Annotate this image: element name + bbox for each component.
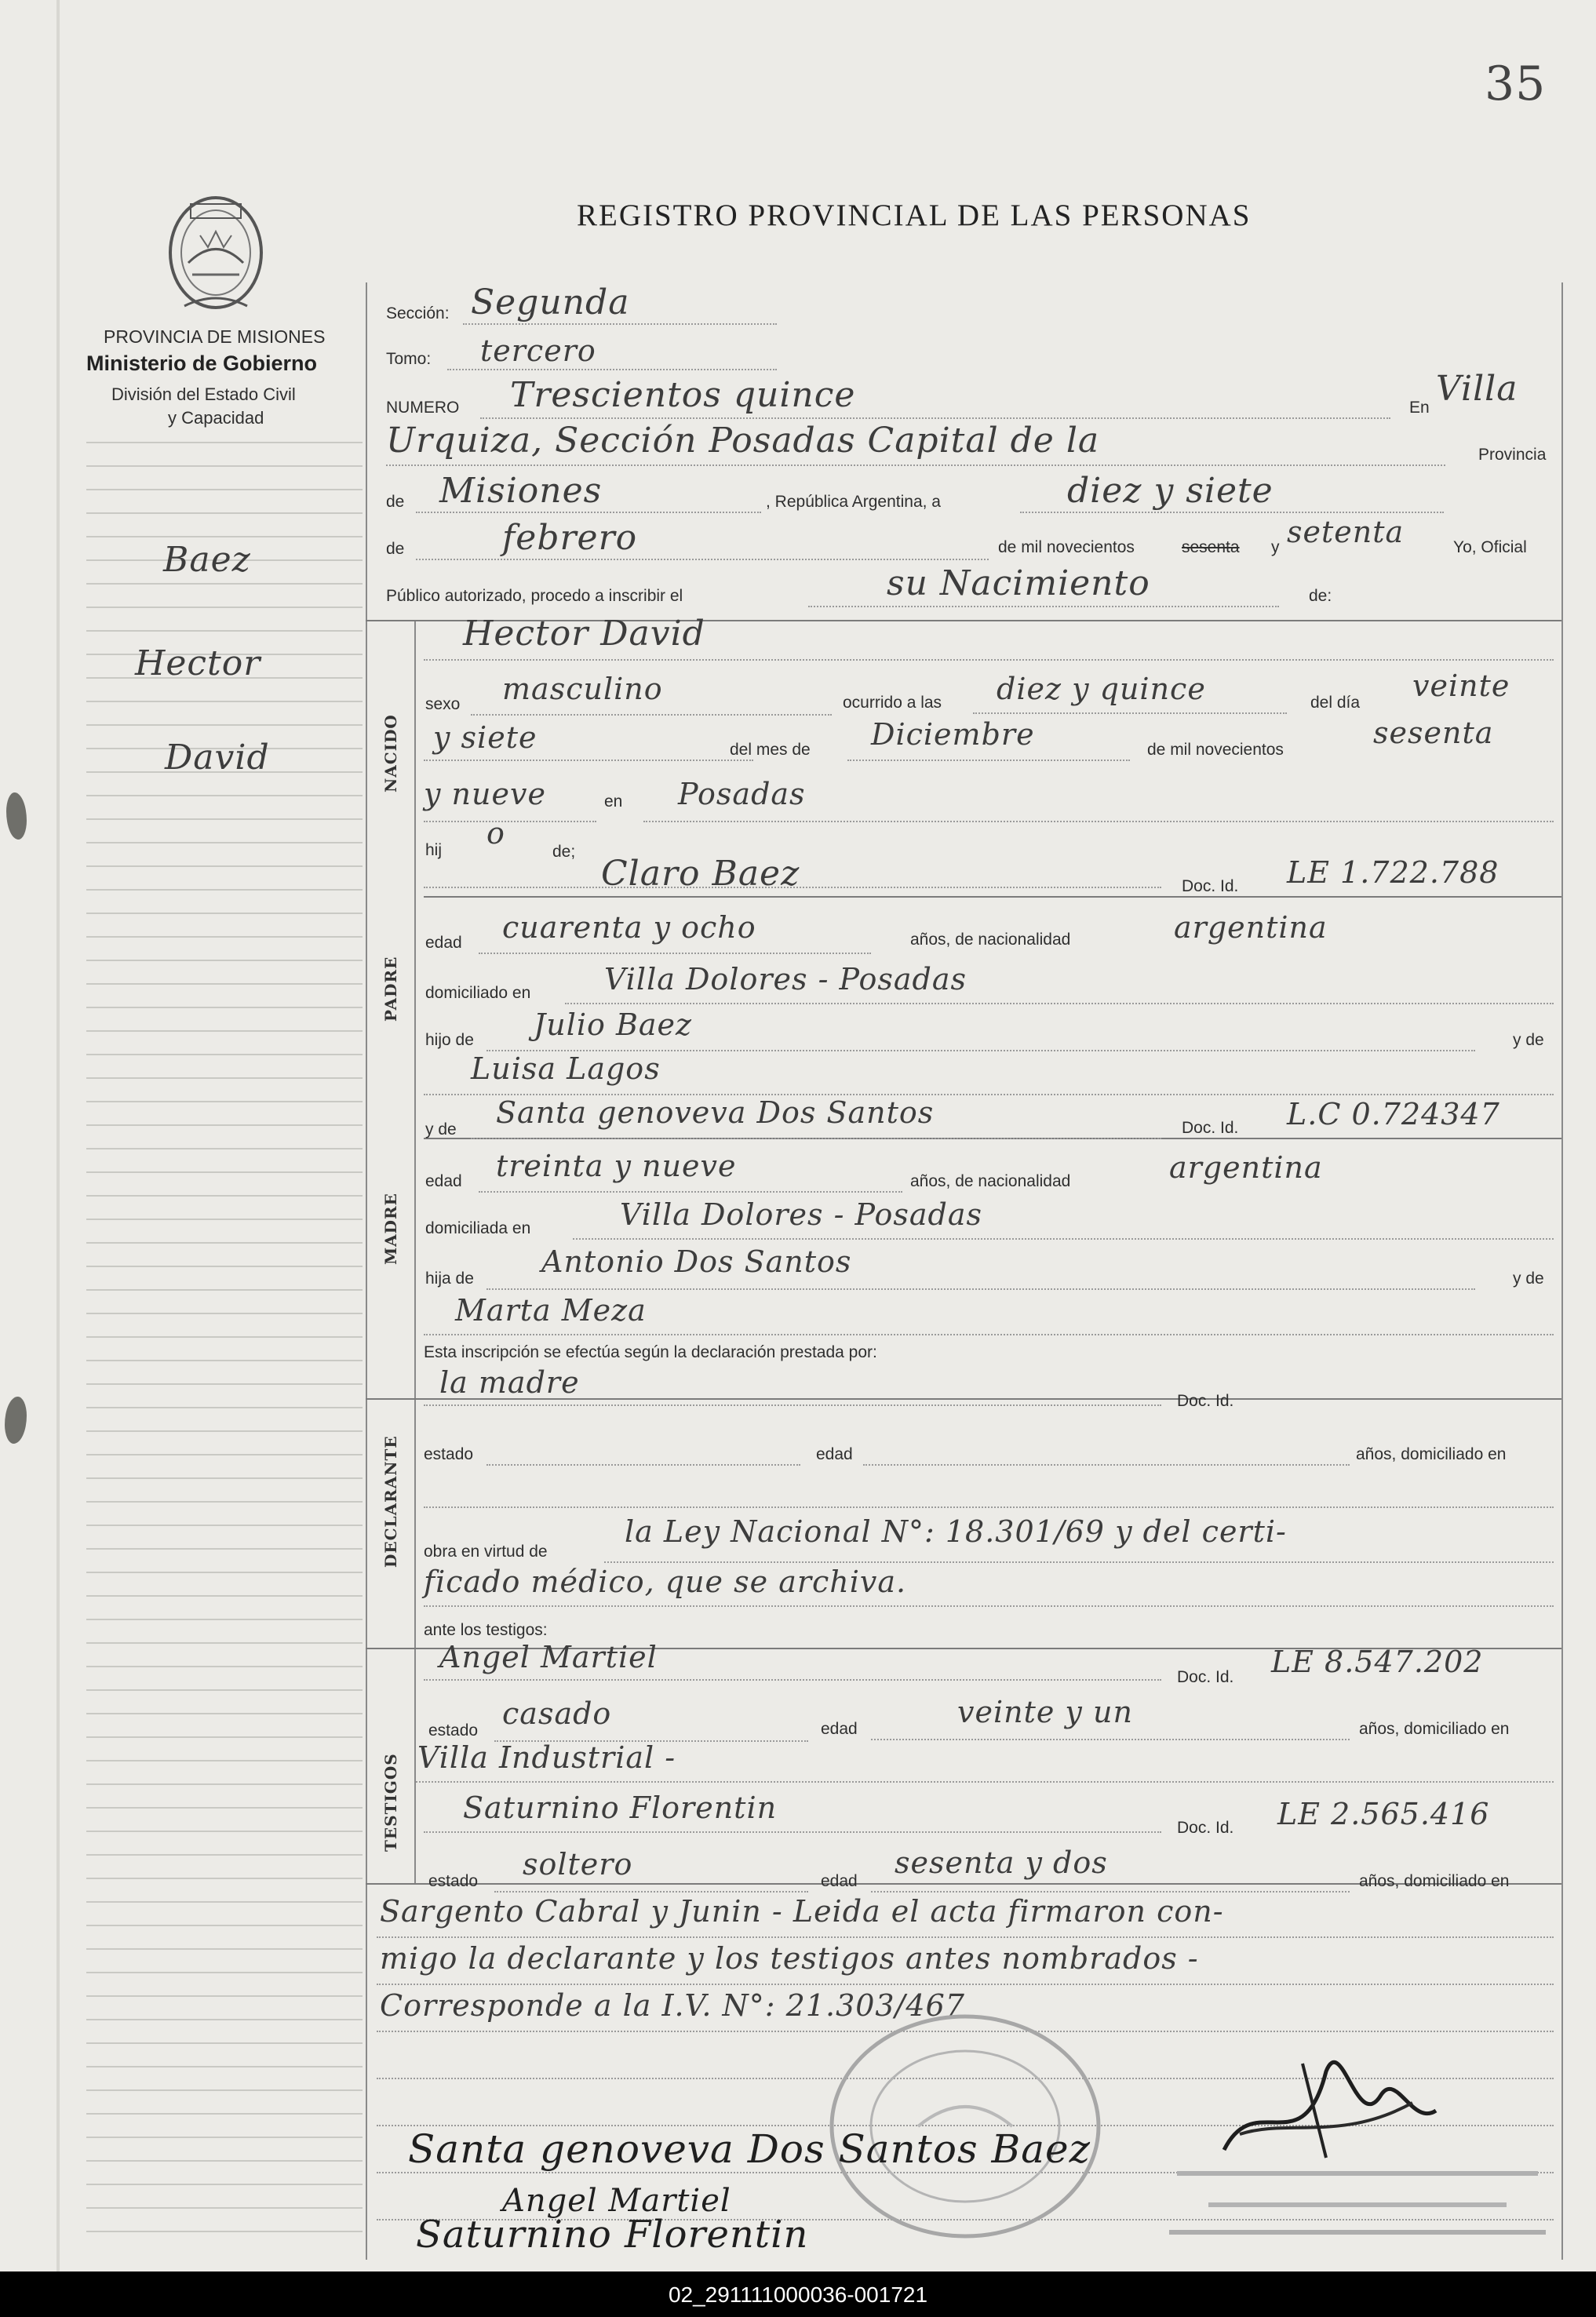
label-estado-declarante: estado — [424, 1445, 474, 1463]
value-testigo1-estado: casado — [502, 1696, 612, 1731]
value-madre-edad: treinta y nueve — [496, 1149, 737, 1183]
label-hij: hij — [425, 841, 443, 859]
label-de-mil-novecientos: de mil novecientos — [998, 538, 1135, 556]
margin-name-2: Hector — [135, 643, 261, 683]
value-dia: veinte — [1412, 669, 1510, 703]
label-de-prov: de — [386, 493, 405, 511]
label-doc-id-madre: Doc. Id. — [1182, 1119, 1239, 1137]
footer-bar — [0, 2271, 1596, 2317]
label-ocurrido: ocurrido a las — [843, 694, 942, 712]
section-padre: PADRE — [381, 956, 400, 1022]
page-title: REGISTRO PROVINCIAL DE LAS PERSONAS — [577, 199, 1252, 232]
value-dia-cont: y siete — [433, 720, 537, 755]
value-cierre-2: Corresponde a la I.V. N°: 21.303/467 — [380, 1988, 965, 2023]
value-padre-dom: Villa Dolores - Posadas — [604, 962, 967, 996]
value-cierre-1: migo la declarante y los testigos antes nombrados - — [380, 1941, 1199, 1976]
value-madre-nac: argentina — [1169, 1150, 1323, 1185]
label-edad-testigo2: edad — [821, 1872, 858, 1890]
label-edad-madre: edad — [425, 1172, 462, 1190]
value-padre-doc: LE 1.722.788 — [1287, 855, 1499, 890]
section-divider — [414, 620, 416, 1883]
label-de-colon: de: — [1309, 587, 1332, 605]
margin-name-3: David — [165, 738, 270, 778]
value-fecha-dia: diez y siete — [1067, 471, 1274, 511]
label-de-mes: de — [386, 540, 405, 558]
label-domiciliada-madre: domiciliada en — [425, 1219, 531, 1237]
label-esta-inscripcion: Esta inscripción se efectúa según la declaración prestada por: — [424, 1343, 877, 1361]
label-en: En — [1409, 399, 1430, 417]
label-anos-dom-testigo1: años, domiciliado en — [1359, 1720, 1510, 1738]
label-de-semicolon: de; — [552, 843, 576, 861]
label-obra-en-virtud: obra en virtud de — [424, 1543, 548, 1561]
label-y: y — [1271, 538, 1280, 556]
label-sesenta-tachado: sesenta — [1182, 538, 1240, 556]
value-testigo2-estado: soltero — [523, 1847, 633, 1882]
label-y-de-madre-nombre: y de — [425, 1120, 457, 1138]
label-estado-testigo1: estado — [428, 1721, 479, 1740]
value-provincia: Misiones — [439, 471, 603, 511]
signature-2: Angel Martiel — [502, 2183, 731, 2219]
footer-filename: 02_291111000036-001721 — [668, 2282, 928, 2307]
value-padre-hijo-de: Julio Baez — [534, 1007, 693, 1042]
margin-name-1: Baez — [163, 540, 251, 580]
value-padre-nac: argentina — [1174, 910, 1328, 945]
label-estado-testigo2: estado — [428, 1872, 479, 1890]
label-hija-de: hija de — [425, 1270, 474, 1288]
label-domiciliado-padre: domiciliado en — [425, 984, 531, 1002]
section-madre: MADRE — [381, 1193, 400, 1265]
value-testigo2-doc: LE 2.565.416 — [1277, 1797, 1490, 1831]
value-madre-nombre: Santa genoveva Dos Santos — [496, 1095, 935, 1130]
value-numero: Trescientos quince — [510, 375, 856, 415]
label-numero: NUMERO — [386, 399, 460, 417]
value-ano: setenta — [1287, 515, 1405, 549]
value-testigo2: Saturnino Florentin — [463, 1791, 778, 1825]
signature-3: Saturnino Florentin — [416, 2213, 809, 2257]
label-en-lower: en — [604, 792, 623, 811]
value-mes: Diciembre — [871, 717, 1035, 752]
label-anos-nac-madre: años, de nacionalidad — [910, 1172, 1071, 1190]
binding-fold — [56, 0, 60, 2271]
label-y-de-padre: y de — [1513, 1031, 1544, 1049]
label-y-de-madre: y de — [1513, 1270, 1544, 1288]
label-edad-testigo1: edad — [821, 1720, 858, 1738]
office-line2: Ministerio de Gobierno — [86, 352, 318, 375]
value-padre-nombre: Claro Baez — [601, 854, 800, 894]
frame-right — [1561, 282, 1563, 2260]
value-acto: su Nacimiento — [887, 563, 1150, 603]
value-sexo: masculino — [502, 672, 663, 706]
value-testigo1-dom: Villa Industrial - — [417, 1740, 676, 1775]
label-publico: Público autorizado, procedo a inscribir el — [386, 587, 683, 605]
value-nombre: Hector David — [463, 614, 705, 654]
sep-padre-top — [424, 896, 1561, 898]
section-testigos: TESTIGOS — [381, 1753, 400, 1852]
label-seccion: Sección: — [386, 304, 450, 322]
value-testigo1-edad: veinte y un — [957, 1695, 1133, 1729]
coat-of-arms-emblem — [161, 188, 271, 314]
signature-1: Santa genoveva Dos Santos Baez — [408, 2126, 1091, 2172]
value-padre-edad: cuarenta y ocho — [502, 910, 756, 945]
value-hora: diez y quince — [997, 672, 1206, 706]
label-edad-padre: edad — [425, 934, 462, 952]
office-line3: División del Estado Civil — [111, 384, 296, 404]
value-madre-doc: L.C 0.724347 — [1287, 1097, 1500, 1131]
label-doc-id-testigo1: Doc. Id. — [1177, 1668, 1234, 1686]
value-lugar-nac: Posadas — [678, 777, 806, 811]
page-number: 35 — [1485, 56, 1547, 111]
office-line4: y Capacidad — [168, 408, 264, 428]
label-tomo: Tomo: — [386, 350, 432, 368]
label-doc-id-testigo2: Doc. Id. — [1177, 1819, 1234, 1837]
label-anos-dom-testigo2: años, domiciliado en — [1359, 1872, 1510, 1890]
value-ano-nac-cont: y nueve — [424, 777, 546, 811]
official-signature — [1208, 2040, 1444, 2173]
value-tomo: tercero — [480, 333, 596, 368]
label-doc-id-padre: Doc. Id. — [1182, 877, 1239, 895]
label-sexo: sexo — [425, 695, 461, 713]
value-madre-dom: Villa Dolores - Posadas — [620, 1197, 983, 1232]
value-testigo2-dom: Sargento Cabral y Junin - Leida el acta firmaron con- — [380, 1894, 1224, 1929]
office-line1: PROVINCIA DE MISIONES — [104, 326, 326, 347]
label-del-mes-de: del mes de — [730, 741, 811, 759]
value-ano-nac: sesenta — [1373, 716, 1494, 750]
value-lugar-cont: Urquiza, Sección Posadas Capital de la — [386, 421, 1100, 461]
value-testigo1: Angel Martiel — [439, 1640, 658, 1674]
value-fecha-mes: febrero — [502, 518, 638, 558]
value-madre-y-de: Marta Meza — [455, 1293, 647, 1328]
value-testigo2-edad: sesenta y dos — [895, 1845, 1108, 1880]
binding-hole-bottom — [5, 1397, 27, 1444]
label-ante-testigos: ante los testigos: — [424, 1621, 548, 1639]
value-declarante: la madre — [439, 1365, 580, 1400]
value-padre-y-de: Luisa Lagos — [471, 1051, 661, 1086]
label-anos-nac-padre: años, de nacionalidad — [910, 931, 1071, 949]
label-de-mil-novecientos-2: de mil novecientos — [1147, 741, 1284, 759]
label-hijo-de: hijo de — [425, 1031, 474, 1049]
value-seccion: Segunda — [471, 282, 630, 322]
label-republica: , República Argentina, a — [766, 493, 941, 511]
label-del-dia: del día — [1310, 694, 1361, 712]
value-madre-hija-de: Antonio Dos Santos — [541, 1244, 852, 1279]
label-provincia: Provincia — [1478, 446, 1547, 464]
value-testigo1-doc: LE 8.547.202 — [1271, 1645, 1484, 1679]
value-virtud-1: la Ley Nacional N°: 18.301/69 y del certi- — [625, 1514, 1287, 1549]
label-edad-declarante: edad — [816, 1445, 853, 1463]
value-virtud-2: ficado médico, que se archiva. — [424, 1565, 907, 1599]
section-declarante: DECLARANTE — [381, 1435, 400, 1568]
label-anos-dom-declarante: años, domiciliado en — [1356, 1445, 1507, 1463]
value-hij-suffix: o — [486, 816, 505, 851]
label-yo-oficial: Yo, Oficial — [1453, 538, 1527, 556]
frame-left — [366, 282, 367, 2260]
label-doc-id-declarante: Doc. Id. — [1177, 1392, 1234, 1410]
value-en-lugar: Villa — [1436, 369, 1518, 409]
binding-hole-top — [6, 792, 27, 840]
section-nacido: NACIDO — [381, 714, 400, 792]
